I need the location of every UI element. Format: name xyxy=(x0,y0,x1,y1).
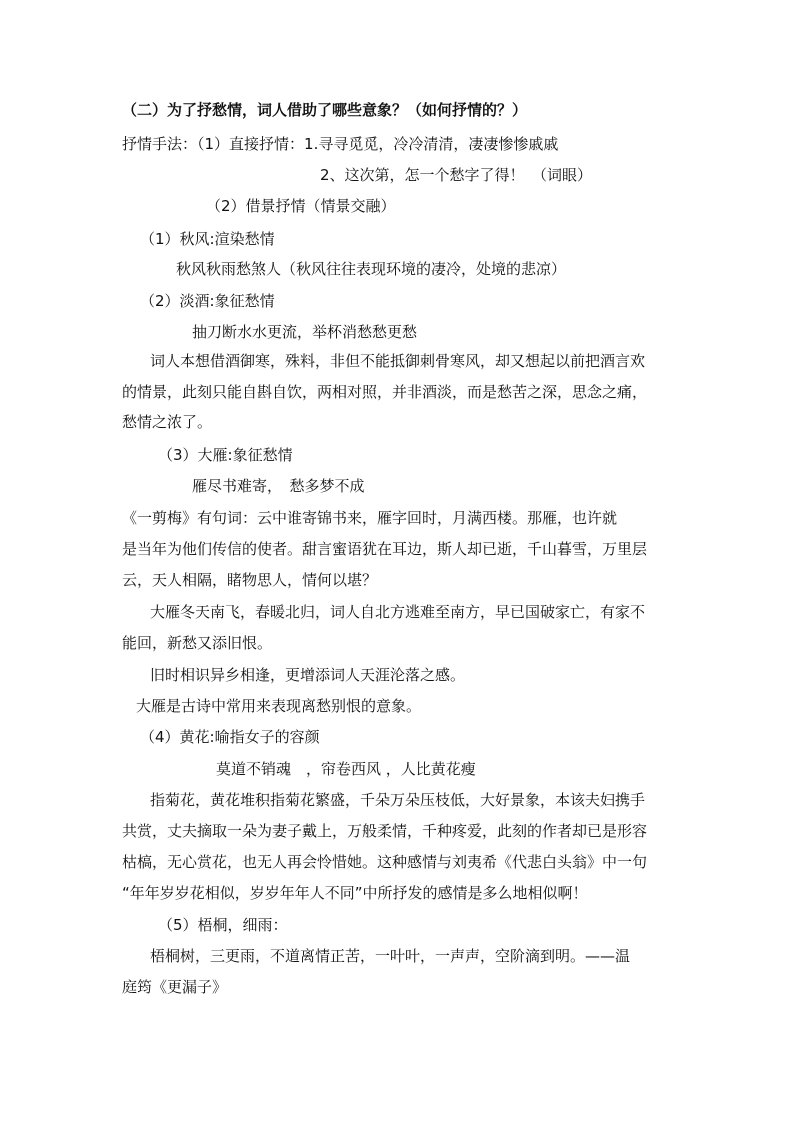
light-wine-heading: （2）淡酒:象征愁情 xyxy=(140,292,275,310)
paragraph-line: 指菊花，黄花堆积指菊花繁盛，千朵万朵压枝低，大好景象，本该夫妇携手 xyxy=(150,791,646,809)
yellow-flower-heading: （4）黄花:喻指女子的容颜 xyxy=(140,728,320,746)
section-heading: （二）为了抒愁情，词人借助了哪些意象？（如何抒情的？） xyxy=(122,101,528,119)
paragraph-line: 枯槁，无心赏花，也无人再会怜惜她。这种感情与刘夷希《代悲白头翁》中一句 xyxy=(122,853,648,871)
lyric-technique-line: 抒情手法：（1）直接抒情：1.寻寻觅觅，冷冷清清，凄凄惨惨戚戚 xyxy=(122,135,559,153)
paragraph-line: 大雁冬天南飞，春暖北归，词人自北方逃难至南方，早已国破家亡，有家不 xyxy=(150,603,646,621)
paragraph-line: 愁情之浓了。 xyxy=(122,413,213,431)
autumn-wind-heading: （1）秋风:渲染愁情 xyxy=(140,230,275,248)
paragraph-line: 大雁是古诗中常用来表现离愁别恨的意象。 xyxy=(136,697,422,715)
wild-goose-quote: 雁尽书难寄， 愁多梦不成 xyxy=(192,477,365,495)
paragraph-line: 旧时相识异乡相逢，更增添词人天涯沦落之感。 xyxy=(150,666,466,684)
yellow-flower-quote: 莫道不销魂 ，帘卷西风 ，人比黄花瘦 xyxy=(216,760,476,778)
paragraph-line: 能回，新愁又添旧恨。 xyxy=(122,634,273,652)
paragraph-line: 是当年为他们传信的使者。甜言蜜语犹在耳边，斯人却已逝，千山暮雪，万里层 xyxy=(122,540,648,558)
light-wine-quote: 抽刀断水水更流，举杯消愁愁更愁 xyxy=(192,323,418,341)
paragraph-line: 梧桐树，三更雨，不道离情正苦，一叶叶，一声声，空阶滴到明。——温 xyxy=(150,947,631,965)
lyric-eye-line: 2、这次第，怎一个愁字了得！ （词眼） xyxy=(320,166,593,184)
paragraph-line: 共赏，丈夫摘取一朵为妻子戴上，万般柔情，千种疼爱，此刻的作者却已是形容 xyxy=(122,822,648,840)
paragraph-line: 词人本想借酒御寒，殊料，非但不能抵御刺骨寒风，却又想起以前把酒言欢 xyxy=(150,352,646,370)
paragraph-line: 《一剪梅》有句词：云中谁寄锦书来，雁字回时，月满西楼。那雁，也许就 xyxy=(122,509,618,527)
parasol-rain-heading: （5）梧桐，细雨： xyxy=(158,916,288,934)
wild-goose-heading: （3）大雁:象征愁情 xyxy=(158,446,293,464)
paragraph-line: 云，天人相隔，睹物思人，情何以堪？ xyxy=(122,571,378,589)
paragraph-line: 的情景，此刻只能自斟自饮，两相对照，并非酒淡，而是愁苦之深，思念之痛， xyxy=(122,383,648,401)
paragraph-line: “年年岁岁花相似，岁岁年年人不同”中所抒发的感情是多么地相似啊！ xyxy=(122,884,588,902)
paragraph-line: 庭筠《更漏子》 xyxy=(122,978,228,996)
scene-lyric-line: （2）借景抒情（情景交融） xyxy=(206,197,396,215)
autumn-wind-quote: 秋风秋雨愁煞人（秋风往往表现环境的凄冷，处境的悲凉） xyxy=(176,260,567,278)
